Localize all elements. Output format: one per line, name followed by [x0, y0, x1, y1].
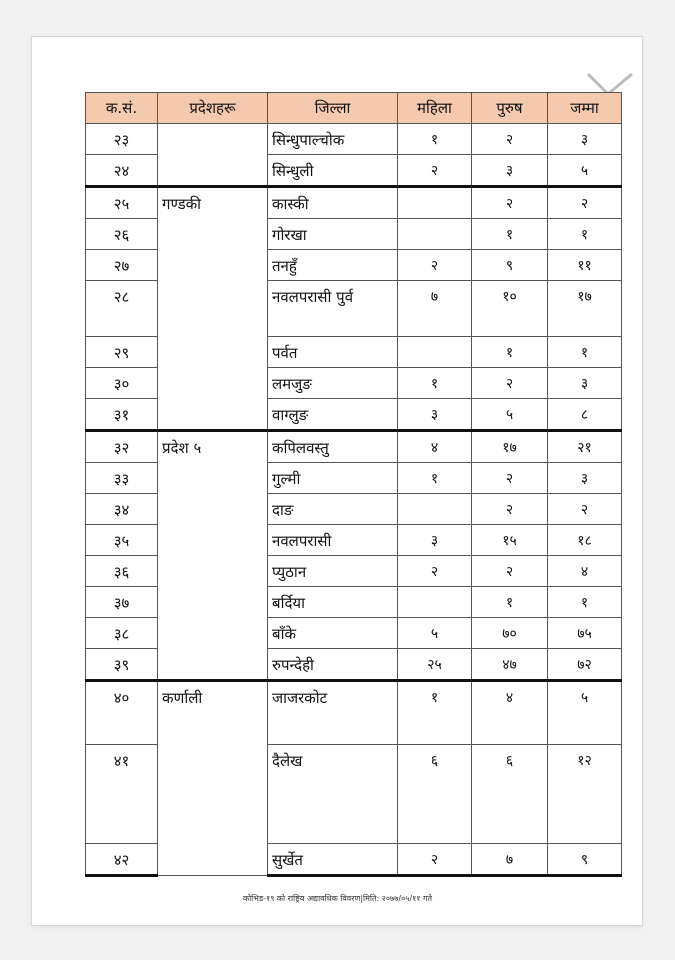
cell-district: लमजुङ	[268, 368, 398, 399]
cell-total: ३	[548, 368, 622, 399]
cell-total: ४	[548, 556, 622, 587]
cell-total: ७५	[548, 618, 622, 649]
header-male: पुरुष	[472, 93, 548, 124]
cell-district: कपिलवस्तु	[268, 431, 398, 463]
cell-female: २	[398, 844, 472, 876]
cell-province: प्रदेश ५	[158, 431, 268, 681]
cell-district: नवलपरासी	[268, 525, 398, 556]
cell-province	[158, 124, 268, 187]
cell-female: १	[398, 368, 472, 399]
table-row	[86, 431, 622, 463]
cell-male: ९	[472, 250, 548, 281]
cell-total: १	[548, 219, 622, 250]
cell-sn: ४२	[86, 844, 158, 876]
cell-male: १	[472, 587, 548, 618]
header-total: जम्मा	[548, 93, 622, 124]
cell-sn: ३०	[86, 368, 158, 399]
cell-sn: २५	[86, 187, 158, 219]
cell-province: कर्णाली	[158, 681, 268, 876]
cell-female: ५	[398, 618, 472, 649]
cell-sn: ३७	[86, 587, 158, 618]
cell-sn: ३४	[86, 494, 158, 525]
header-sn: क.सं.	[86, 93, 158, 124]
cell-total: २	[548, 187, 622, 219]
cell-total: ७२	[548, 649, 622, 681]
cell-sn: ४०	[86, 681, 158, 745]
cell-sn: २६	[86, 219, 158, 250]
cell-sn: २४	[86, 155, 158, 187]
cell-district: सुर्खेत	[268, 844, 398, 876]
cell-female: ४	[398, 431, 472, 463]
cell-total: ३	[548, 124, 622, 155]
cell-district: गुल्मी	[268, 463, 398, 494]
cell-sn: ३६	[86, 556, 158, 587]
cell-sn: २८	[86, 281, 158, 337]
cell-sn: ३१	[86, 399, 158, 431]
cell-female: २	[398, 556, 472, 587]
cell-male: १७	[472, 431, 548, 463]
cell-female: ३	[398, 525, 472, 556]
cell-sn: २३	[86, 124, 158, 155]
cell-sn: २७	[86, 250, 158, 281]
cell-district: पर्वत	[268, 337, 398, 368]
cell-sn: ४१	[86, 745, 158, 844]
cell-district: नवलपरासी पुर्व	[268, 281, 398, 337]
cell-male: २	[472, 463, 548, 494]
cell-female	[398, 587, 472, 618]
cell-district: दैलेख	[268, 745, 398, 844]
cell-female: १	[398, 124, 472, 155]
cell-total: २	[548, 494, 622, 525]
cell-male: २	[472, 124, 548, 155]
table-row	[86, 681, 622, 745]
header-female: महिला	[398, 93, 472, 124]
header-district: जिल्ला	[268, 93, 398, 124]
cell-district: बर्दिया	[268, 587, 398, 618]
cell-female: १	[398, 463, 472, 494]
cell-female: २५	[398, 649, 472, 681]
cell-female	[398, 494, 472, 525]
cell-total: ५	[548, 681, 622, 745]
cell-sn: ३८	[86, 618, 158, 649]
cell-male: १	[472, 337, 548, 368]
cell-female: ३	[398, 399, 472, 431]
cell-total: ५	[548, 155, 622, 187]
cell-male: २	[472, 494, 548, 525]
cell-sn: ३५	[86, 525, 158, 556]
cell-total: १	[548, 587, 622, 618]
cell-total: ११	[548, 250, 622, 281]
cell-province: गण्डकी	[158, 187, 268, 431]
cell-male: ६	[472, 745, 548, 844]
cell-district: वाग्लुङ	[268, 399, 398, 431]
cell-total: २१	[548, 431, 622, 463]
cell-sn: २९	[86, 337, 158, 368]
cell-male: १	[472, 219, 548, 250]
cell-district: प्युठान	[268, 556, 398, 587]
cell-district: जाजरकोट	[268, 681, 398, 745]
table-header-row	[86, 93, 622, 124]
cell-district: बाँके	[268, 618, 398, 649]
cell-total: ८	[548, 399, 622, 431]
cell-district: सिन्धुली	[268, 155, 398, 187]
cell-male: १५	[472, 525, 548, 556]
header-province: प्रदेशहरू	[158, 93, 268, 124]
cell-district: सिन्धुपाल्चोक	[268, 124, 398, 155]
cell-total: ९	[548, 844, 622, 876]
cell-female	[398, 337, 472, 368]
cell-district: गोरखा	[268, 219, 398, 250]
cell-total: १	[548, 337, 622, 368]
cell-male: २	[472, 556, 548, 587]
table-row	[86, 187, 622, 219]
cell-total: १२	[548, 745, 622, 844]
cell-male: १०	[472, 281, 548, 337]
cell-female	[398, 219, 472, 250]
cell-female: ७	[398, 281, 472, 337]
cell-sn: ३९	[86, 649, 158, 681]
cell-total: १७	[548, 281, 622, 337]
cell-female: २	[398, 155, 472, 187]
cell-male: ४	[472, 681, 548, 745]
cell-district: रुपन्देही	[268, 649, 398, 681]
cell-district: दाङ	[268, 494, 398, 525]
cell-male: ५	[472, 399, 548, 431]
cell-male: २	[472, 187, 548, 219]
table-row	[86, 124, 622, 155]
cell-male: ४७	[472, 649, 548, 681]
cell-district: तनहुँ	[268, 250, 398, 281]
cell-female: १	[398, 681, 472, 745]
page-footer: कोभिड-१९ को राष्ट्रिय अद्यावधिक विवरण|मिति: २०७७/०५/११ गते	[242, 894, 433, 903]
cell-district: कास्की	[268, 187, 398, 219]
cell-total: १८	[548, 525, 622, 556]
cell-male: ७०	[472, 618, 548, 649]
district-cases-table	[85, 92, 622, 877]
cell-sn: ३३	[86, 463, 158, 494]
cell-female: २	[398, 250, 472, 281]
cell-female: ६	[398, 745, 472, 844]
cell-female	[398, 187, 472, 219]
cell-sn: ३२	[86, 431, 158, 463]
cell-male: ३	[472, 155, 548, 187]
cell-total: ३	[548, 463, 622, 494]
cell-male: ७	[472, 844, 548, 876]
cell-male: २	[472, 368, 548, 399]
